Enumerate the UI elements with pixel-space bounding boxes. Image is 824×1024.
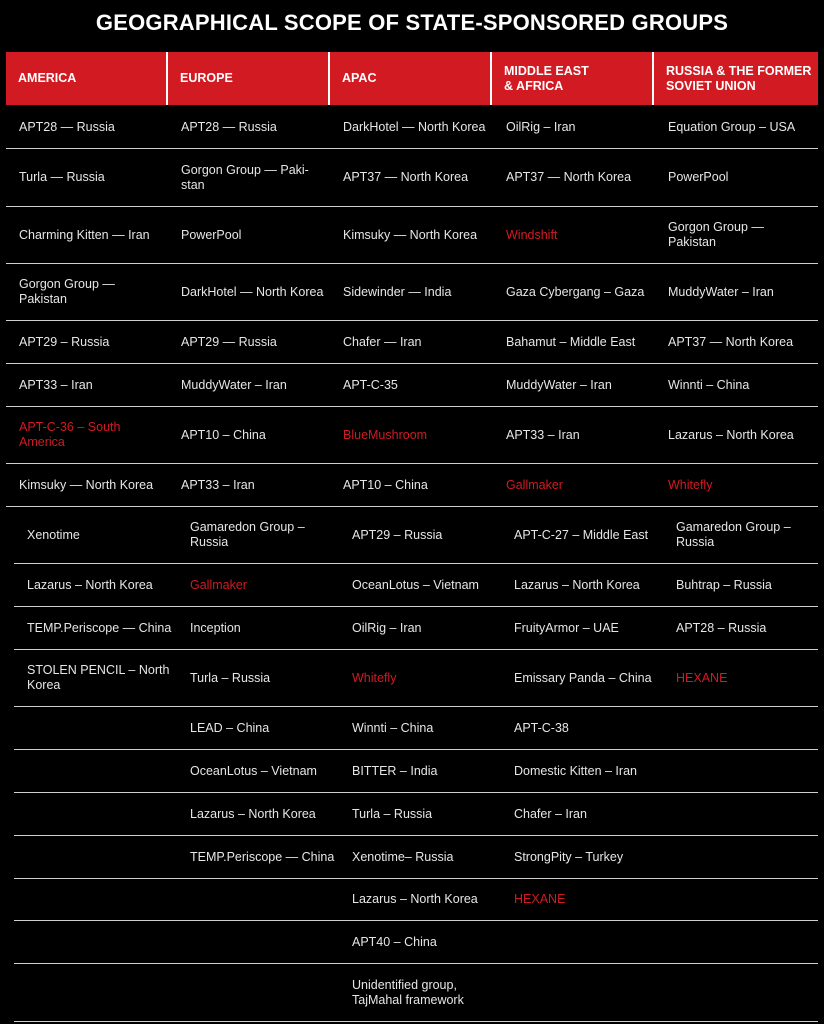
table-cell-europe: APT29 — Russia [181, 334, 277, 349]
table-cell-europe [190, 921, 352, 963]
table-cell-russia-former-soviet-union: HEXANE [676, 670, 728, 685]
table-cell-america: TEMP.Periscope — China [27, 620, 172, 635]
table-cell-middle-east-africa: Gallmaker [506, 477, 563, 492]
table-cell-middle-east-africa: Domestic Kitten – Iran [514, 763, 637, 778]
table-cell-europe [190, 879, 352, 920]
table-cell-europe: Gallmaker [190, 577, 247, 592]
table-cell-apac: DarkHotel — North Korea [343, 119, 486, 134]
table-cell-middle-east-africa: APT-C-27 – Middle East [514, 527, 649, 542]
column-header-russia-former-soviet-union: RUSSIA & THE FORMER SOVIET UNION [654, 52, 818, 105]
table-cell-middle-east-africa: FruityArmor – UAE [514, 620, 619, 635]
table-cell-apac: Turla – Russia [352, 806, 433, 821]
table-cell-apac: Kimsuky — North Korea [343, 227, 478, 242]
table-cell-russia-former-soviet-union: APT37 — North Korea [668, 334, 794, 349]
table-cell-middle-east-africa: MuddyWater – Iran [506, 377, 612, 392]
table-cell-russia-former-soviet-union [676, 707, 818, 749]
table-row [14, 564, 818, 607]
table-cell-europe: LEAD – China [190, 720, 270, 735]
table-cell-america [27, 707, 190, 749]
table-cell-europe: APT33 – Iran [181, 477, 255, 492]
table-cell-middle-east-africa: HEXANE [514, 892, 566, 906]
table-row [14, 921, 818, 964]
table-cell-middle-east-africa: APT33 – Iran [506, 427, 580, 442]
table-row [6, 264, 818, 321]
table-cell-middle-east-africa: APT-C-38 [514, 720, 569, 735]
table-row [6, 364, 818, 407]
table-cell-middle-east-africa: Gaza Cybergang – Gaza [506, 284, 645, 299]
table-cell-apac: OilRig – Iran [352, 620, 422, 635]
table-row [6, 106, 818, 149]
table-cell-europe [190, 964, 352, 1021]
table-cell-russia-former-soviet-union [676, 836, 818, 878]
table-cell-apac: APT-C-35 [343, 377, 398, 392]
table-cell-apac: APT10 – China [343, 477, 428, 492]
table-cell-america: Xenotime [27, 527, 80, 542]
table-row [14, 650, 818, 707]
page-title: GEOGRAPHICAL SCOPE OF STATE-SPONSORED GROUPS [95, 10, 729, 35]
table-cell-europe: Gorgon Group — Paki- stan [181, 162, 309, 192]
table-cell-america: Charming Kitten — Iran [19, 227, 150, 242]
table-cell-apac: Winnti – China [352, 720, 434, 735]
table-cell-middle-east-africa: Lazarus – North Korea [514, 577, 640, 592]
table-cell-america: APT28 — Russia [19, 119, 115, 134]
table-cell-middle-east-africa: Chafer – Iran [514, 806, 587, 821]
table-row [6, 207, 818, 264]
table-cell-america [27, 793, 190, 835]
table-cell-apac: APT37 — North Korea [343, 170, 469, 184]
table-cell-apac: BlueMushroom [343, 427, 428, 442]
column-header-america: AMERICA [6, 52, 168, 105]
table-cell-russia-former-soviet-union: APT28 – Russia [676, 620, 767, 635]
table-cell-russia-former-soviet-union [676, 921, 818, 963]
table-cell-russia-former-soviet-union [676, 879, 818, 920]
table-cell-america [27, 750, 190, 792]
table-cell-europe: MuddyWater – Iran [181, 377, 287, 392]
table-cell-apac: APT40 – China [352, 934, 437, 949]
table-cell-middle-east-africa: Bahamut – Middle East [506, 334, 636, 349]
table-cell-russia-former-soviet-union [676, 793, 818, 835]
table-cell-america: APT33 – Iran [19, 377, 93, 392]
table-row [6, 149, 818, 207]
table-cell-apac: Lazarus – North Korea [352, 892, 478, 906]
table-cell-middle-east-africa [514, 921, 676, 963]
table-cell-america: STOLEN PENCIL – North Korea [27, 663, 170, 692]
table-cell-europe: Inception [190, 620, 241, 635]
table-cell-russia-former-soviet-union: Buhtrap – Russia [676, 577, 772, 592]
table-cell-russia-former-soviet-union: Winnti – China [668, 377, 750, 392]
table-row [14, 836, 818, 879]
table-cell-middle-east-africa [514, 964, 676, 1021]
table-cell-europe: DarkHotel — North Korea [181, 284, 324, 299]
table-row [14, 707, 818, 750]
table-cell-russia-former-soviet-union: Whitefly [668, 477, 713, 492]
table-cell-america: Gorgon Group — Pakistan [19, 277, 115, 306]
table-cell-apac: OceanLotus – Vietnam [352, 577, 479, 592]
table-cell-apac: Whitefly [352, 670, 397, 685]
table-cell-america [27, 921, 190, 963]
table-cell-middle-east-africa: Emissary Panda – China [514, 670, 652, 685]
table-row [14, 793, 818, 836]
table-cell-america [27, 879, 190, 920]
table-row [6, 407, 818, 464]
table-cell-apac: Sidewinder — India [343, 284, 452, 299]
table-row [14, 507, 818, 564]
table-cell-europe: APT10 – China [181, 427, 266, 442]
table-cell-russia-former-soviet-union: Gamaredon Group – Russia [676, 520, 791, 549]
table-row [14, 879, 818, 921]
table-cell-russia-former-soviet-union: Lazarus – North Korea [668, 427, 794, 442]
table-cell-america: Turla — Russia [19, 170, 105, 184]
column-header-middle-east-africa: MIDDLE EAST & AFRICA [492, 52, 654, 105]
table-cell-russia-former-soviet-union [676, 750, 818, 792]
table-cell-middle-east-africa: Windshift [506, 227, 558, 242]
table-row [14, 964, 818, 1022]
table-header [6, 52, 818, 105]
table-cell-europe: Gamaredon Group – Russia [190, 520, 305, 549]
table-cell-europe: TEMP.Periscope — China [190, 849, 335, 864]
table-cell-europe: APT28 — Russia [181, 119, 277, 134]
table-row [6, 464, 818, 507]
table-cell-europe: Lazarus – North Korea [190, 806, 316, 821]
table-cell-russia-former-soviet-union: Equation Group – USA [668, 119, 796, 134]
column-header-apac: APAC [330, 52, 492, 105]
table-cell-america [27, 964, 190, 1021]
table-cell-america: APT29 – Russia [19, 334, 110, 349]
table-cell-apac: APT29 – Russia [352, 527, 443, 542]
table-cell-russia-former-soviet-union [676, 964, 818, 1021]
table-row [6, 321, 818, 364]
table-cell-america: Kimsuky — North Korea [19, 477, 154, 492]
table-cell-russia-former-soviet-union: Gorgon Group — Pakistan [668, 220, 764, 249]
table-row [14, 750, 818, 793]
table-cell-russia-former-soviet-union: PowerPool [668, 170, 729, 184]
table-cell-middle-east-africa: APT37 — North Korea [506, 170, 632, 184]
table-cell-america: APT-C-36 – South America [19, 420, 121, 449]
table-cell-europe: Turla – Russia [190, 670, 271, 685]
table-cell-europe: PowerPool [181, 227, 242, 242]
table-cell-middle-east-africa: StrongPity – Turkey [514, 849, 624, 864]
table-cell-europe: OceanLotus – Vietnam [190, 763, 317, 778]
table-cell-apac: Xenotime– Russia [352, 849, 454, 864]
table-cell-apac: BITTER – India [352, 763, 438, 778]
table-cell-apac: Chafer — Iran [343, 334, 422, 349]
table-cell-america [27, 836, 190, 878]
table-cell-apac: Unidentified group, TajMahal framework [352, 977, 464, 1007]
column-header-europe: EUROPE [168, 52, 330, 105]
table-cell-russia-former-soviet-union: MuddyWater – Iran [668, 284, 774, 299]
table-row [14, 607, 818, 650]
table-cell-america: Lazarus – North Korea [27, 577, 153, 592]
table-cell-middle-east-africa: OilRig – Iran [506, 119, 576, 134]
